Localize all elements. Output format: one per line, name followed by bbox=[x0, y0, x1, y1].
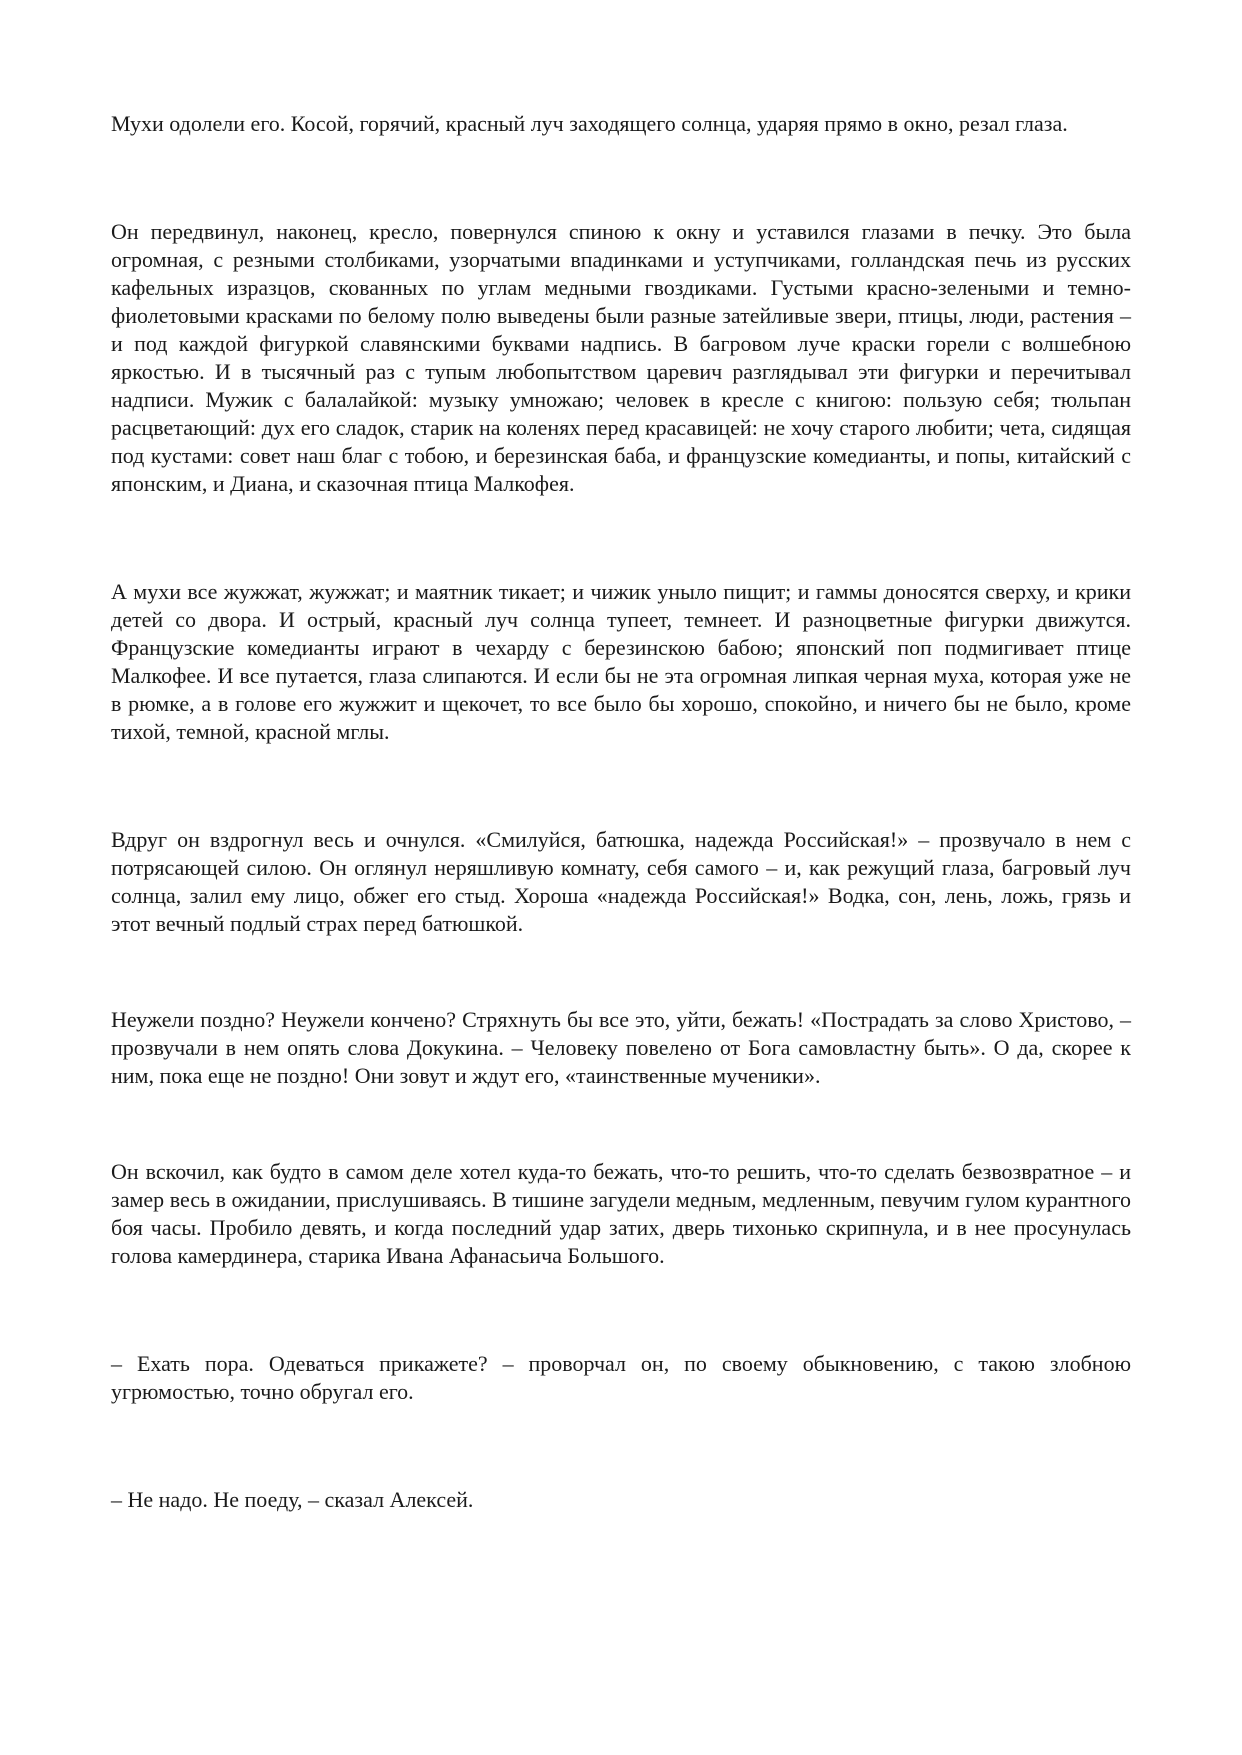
paragraph-3: А мухи все жужжат, жужжат; и маятник тикает; и чижик уныло пищит; и гаммы доносятся сверху, и крики детей со двора. И острый, красный луч солнца тупеет, темнеет. И разноцветные фигурки движутся. Французские комедианты играют в чехарду с березинскою бабою; японский поп подмигивает птице Малкофее. И все путается, глаза слипаются. И если бы не эта огромная липкая черная муха, которая уже не в рюмке, а в голове его жужжит и щекочет, то все было бы хорошо, спокойно, и ничего бы не было, кроме тихой, темной, красной мглы. bbox=[111, 579, 1131, 744]
text-body bbox=[111, 110, 1131, 1514]
paragraph-5: Неужели поздно? Неужели кончено? Стряхнуть бы все это, уйти, бежать! «Пострадать за слово Христово, – прозвучали в нем опять слова Докукина. – Человеку повелено от Бога самовластну быть». О да, скорее к ним, пока еще не поздно! Они зовут и ждут его, «таинственные мученики». bbox=[111, 1007, 1131, 1088]
paragraph-8: – Не надо. Не поеду, – сказал Алексей. bbox=[111, 1487, 474, 1512]
paragraph-6: Он вскочил, как будто в самом деле хотел куда-то бежать, что-то решить, что-то сделать безвозвратное – и замер весь в ожидании, прислушиваясь. В тишине загудели медным, медленным, певучим гулом курантного боя часы. Пробило девять, и когда последний удар затих, дверь тихонько скрипнула, и в нее просунулась голова камердинера, старика Ивана Афанасьича Большого. bbox=[111, 1159, 1131, 1268]
paragraph-7: – Ехать пора. Одеваться прикажете? – проворчал он, по своему обыкновению, с такою злобною угрюмостью, точно обругал его. bbox=[111, 1351, 1131, 1404]
paragraph-1: Мухи одолели его. Косой, горячий, красный луч заходящего солнца, ударяя прямо в окно, резал глаза. bbox=[111, 111, 1068, 136]
paragraph-4: Вдруг он вздрогнул весь и очнулся. «Смилуйся, батюшка, надежда Российская!» – прозвучало в нем с потрясающей силою. Он оглянул неряшливую комнату, себя самого – и, как режущий глаза, багровый луч солнца, залил ему лицо, обжег его стыд. Хороша «надежда Российская!» Водка, сон, лень, ложь, грязь и этот вечный подлый страх перед батюшкой. bbox=[111, 827, 1131, 936]
paragraph-2: Он передвинул, наконец, кресло, повернулся спиною к окну и уставился глазами в печку. Это была огромная, с резными столбиками, узорчатыми впадинками и уступчиками, голландская печь из русских кафельных изразцов, скованных по углам медными гвоздиками. Густыми красно-зелеными и темно-фиолетовыми красками по белому полю выведены были разные затейливые звери, птицы, люди, растения – и под каждой фигуркой славянскими буквами надпись. В багровом луче краски горели с волшебною яркостью. И в тысячный раз с тупым любопытством царевич разглядывал эти фигурки и перечитывал надписи. Мужик с балалайкой: музыку умножаю; человек в кресле с книгою: пользую себя; тюльпан расцветающий: дух его сладок, старик на коленях перед красавицей: не хочу старого любити; чета, сидящая под кустами: совет наш благ с тобою, и березинская баба, и французские комедианты, и попы, китайский с японским, и Диана, и сказочная птица Малкофея. bbox=[111, 219, 1131, 496]
